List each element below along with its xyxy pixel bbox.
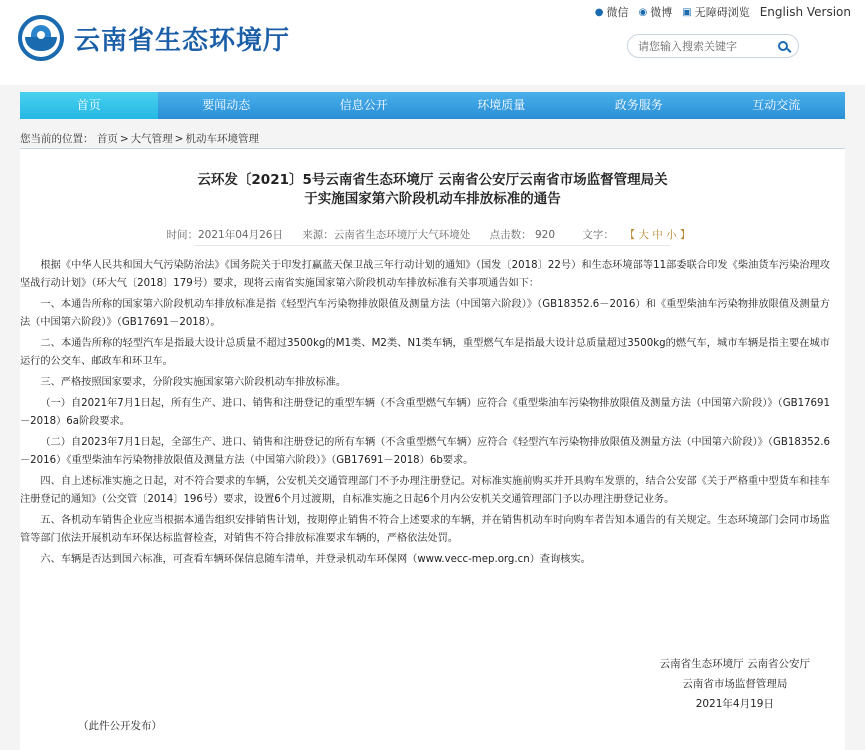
- font-label: 文字：: [582, 229, 614, 241]
- article-body: [20, 257, 830, 572]
- top-links: [595, 4, 851, 20]
- signature-date: 2021年4月19日: [695, 698, 774, 710]
- article-signature: [660, 654, 810, 714]
- signature-issuers: 云南省生态环境厅 云南省公安厅: [659, 658, 810, 670]
- article-source: 来源：云南省生态环境厅大气环境处: [302, 229, 471, 241]
- weibo-icon: ◉: [638, 6, 648, 18]
- search-icon[interactable]: [778, 41, 788, 51]
- breadcrumb-air-management[interactable]: 大气管理: [130, 133, 173, 145]
- nav-item-gov-services[interactable]: 政务服务: [614, 98, 663, 112]
- meta-divider: [195, 245, 670, 246]
- site-header: [0, 0, 865, 85]
- nav-item-news[interactable]: 要闻动态: [202, 98, 251, 112]
- nav-item-interaction[interactable]: 互动交流: [752, 98, 801, 112]
- site-title[interactable]: 云南省生态环境厅: [74, 26, 291, 56]
- article-paragraph: 四、自上述标准实施之日起，对不符合要求的车辆，公安机关交通管理部门不予办理注册登记。对标准实施前购买并开具购车发票的，结合公安部《关于严格重中型货车和挂车注册登记的通知》（公交管〔2014〕196号）要求，设置6个月过渡期，自标准实施之日起6个月内公安机关交通管理部门予以办理注册登记业务。: [20, 476, 830, 505]
- nav-item-env-quality[interactable]: 环境质量: [477, 98, 526, 112]
- breadcrumb: 您当前的位置： 首页 > 大气管理 > 机动车环境管理: [20, 133, 259, 145]
- accessibility-icon: ▣: [682, 6, 692, 18]
- font-size-selector[interactable]: 【 大 中 小 】: [629, 229, 691, 241]
- article-title-line2: 于实施国家第六阶段机动车排放标准的通告: [304, 191, 561, 207]
- weibo-link[interactable]: [639, 4, 673, 20]
- article-paragraph: 二、本通告所称的轻型汽车是指最大设计总质量不超过3500kg的M1类、M2类、N1类车辆，重型燃气车是指最大设计总质量超过3500kg的燃气车，城市车辆是指主要在城市运行的公交车、邮政车和环卫车。: [20, 338, 830, 367]
- article-paragraph: 三、严格按照国家要求，分阶段实施国家第六阶段机动车排放标准。: [40, 377, 347, 388]
- breadcrumb-prefix: 您当前的位置：: [20, 133, 94, 145]
- article-paragraph: 五、各机动车销售企业应当根据本通告组织安排销售计划，按期停止销售不符合上述要求的车辆，并在销售机动车时向购车者告知本通告的有关规定。生态环境部门会同市场监管等部门依法开展机动车环保达标监督检查，对销售不符合排放标准要求车辆的，严格依法处罚。: [20, 515, 830, 544]
- search-box: [627, 34, 799, 58]
- accessibility-label: 无障碍浏览: [694, 6, 750, 19]
- main-nav: [20, 92, 845, 119]
- signature-issuer-2: 云南省市场监督管理局: [682, 678, 788, 690]
- article-paragraph: （一）自2021年7月1日起，所有生产、进口、销售和注册登记的重型车辆（不含重型燃气车辆）应符合《重型柴油车污染物排放限值及测量方法（中国第六阶段）》（GB17691－2018）6a阶段要求。: [20, 398, 830, 427]
- english-version-link[interactable]: English Version: [759, 5, 851, 19]
- article-paragraph: 六、车辆是否达到国六标准，可查看车辆环保信息随车清单，并登录机动车环保网（www.vecc-mep.org.cn）查询核实。: [40, 554, 591, 565]
- weibo-label: 微博: [650, 6, 673, 19]
- article-meta: [20, 227, 845, 242]
- nav-item-home[interactable]: 首页: [20, 92, 158, 119]
- breadcrumb-vehicle-env[interactable]: 机动车环境管理: [185, 133, 259, 145]
- article-paragraph: 根据《中华人民共和国大气污染防治法》《国务院关于印发打赢蓝天保卫战三年行动计划的通知》（国发〔2018〕22号）和生态环境部等11部委联合印发《柴油货车污染治理攻坚战行动计划》（环大气〔2018〕179号）要求，现将云南省实施国家第六阶段机动车排放标准有关事项通告如下：: [20, 260, 830, 289]
- search-input[interactable]: [638, 38, 768, 54]
- wechat-icon: ●: [594, 6, 604, 18]
- nav-item-info-disclosure[interactable]: 信息公开: [339, 98, 388, 112]
- site-logo-icon[interactable]: [18, 15, 64, 61]
- article-panel: [20, 148, 845, 750]
- article-title: [20, 171, 845, 209]
- article-paragraph: 一、本通告所称的国家第六阶段机动车排放标准是指《轻型汽车污染物排放限值及测量方法（中国第六阶段）》（GB18352.6－2016）和《重型柴油车污染物排放限值及测量方法（中国第六阶段）》（GB17691－2018）。: [20, 299, 830, 328]
- wechat-label: 微信: [606, 6, 629, 19]
- font-size-label: [574, 229, 698, 241]
- article-time: 时间：2021年04月26日: [166, 229, 283, 241]
- article-clicks: 点击数： 920: [489, 229, 556, 241]
- article-title-line1: 云环发〔2021〕5号云南省生态环境厅 云南省公安厅云南省市场监督管理局关: [197, 172, 668, 188]
- accessibility-link[interactable]: [682, 4, 749, 20]
- wechat-link[interactable]: [595, 4, 629, 20]
- breadcrumb-home[interactable]: 首页: [96, 133, 118, 145]
- article-paragraph: （二）自2023年7月1日起，全部生产、进口、销售和注册登记的所有车辆（不含重型燃气车辆）应符合《轻型汽车污染物排放限值及测量方法（中国第六阶段）》（GB18352.6－2016）《重型柴油车污染物排放限值及测量方法（中国第六阶段）》（GB17691－2018）6b要求。: [20, 437, 830, 466]
- publish-note: （此件公开发布）: [78, 720, 162, 732]
